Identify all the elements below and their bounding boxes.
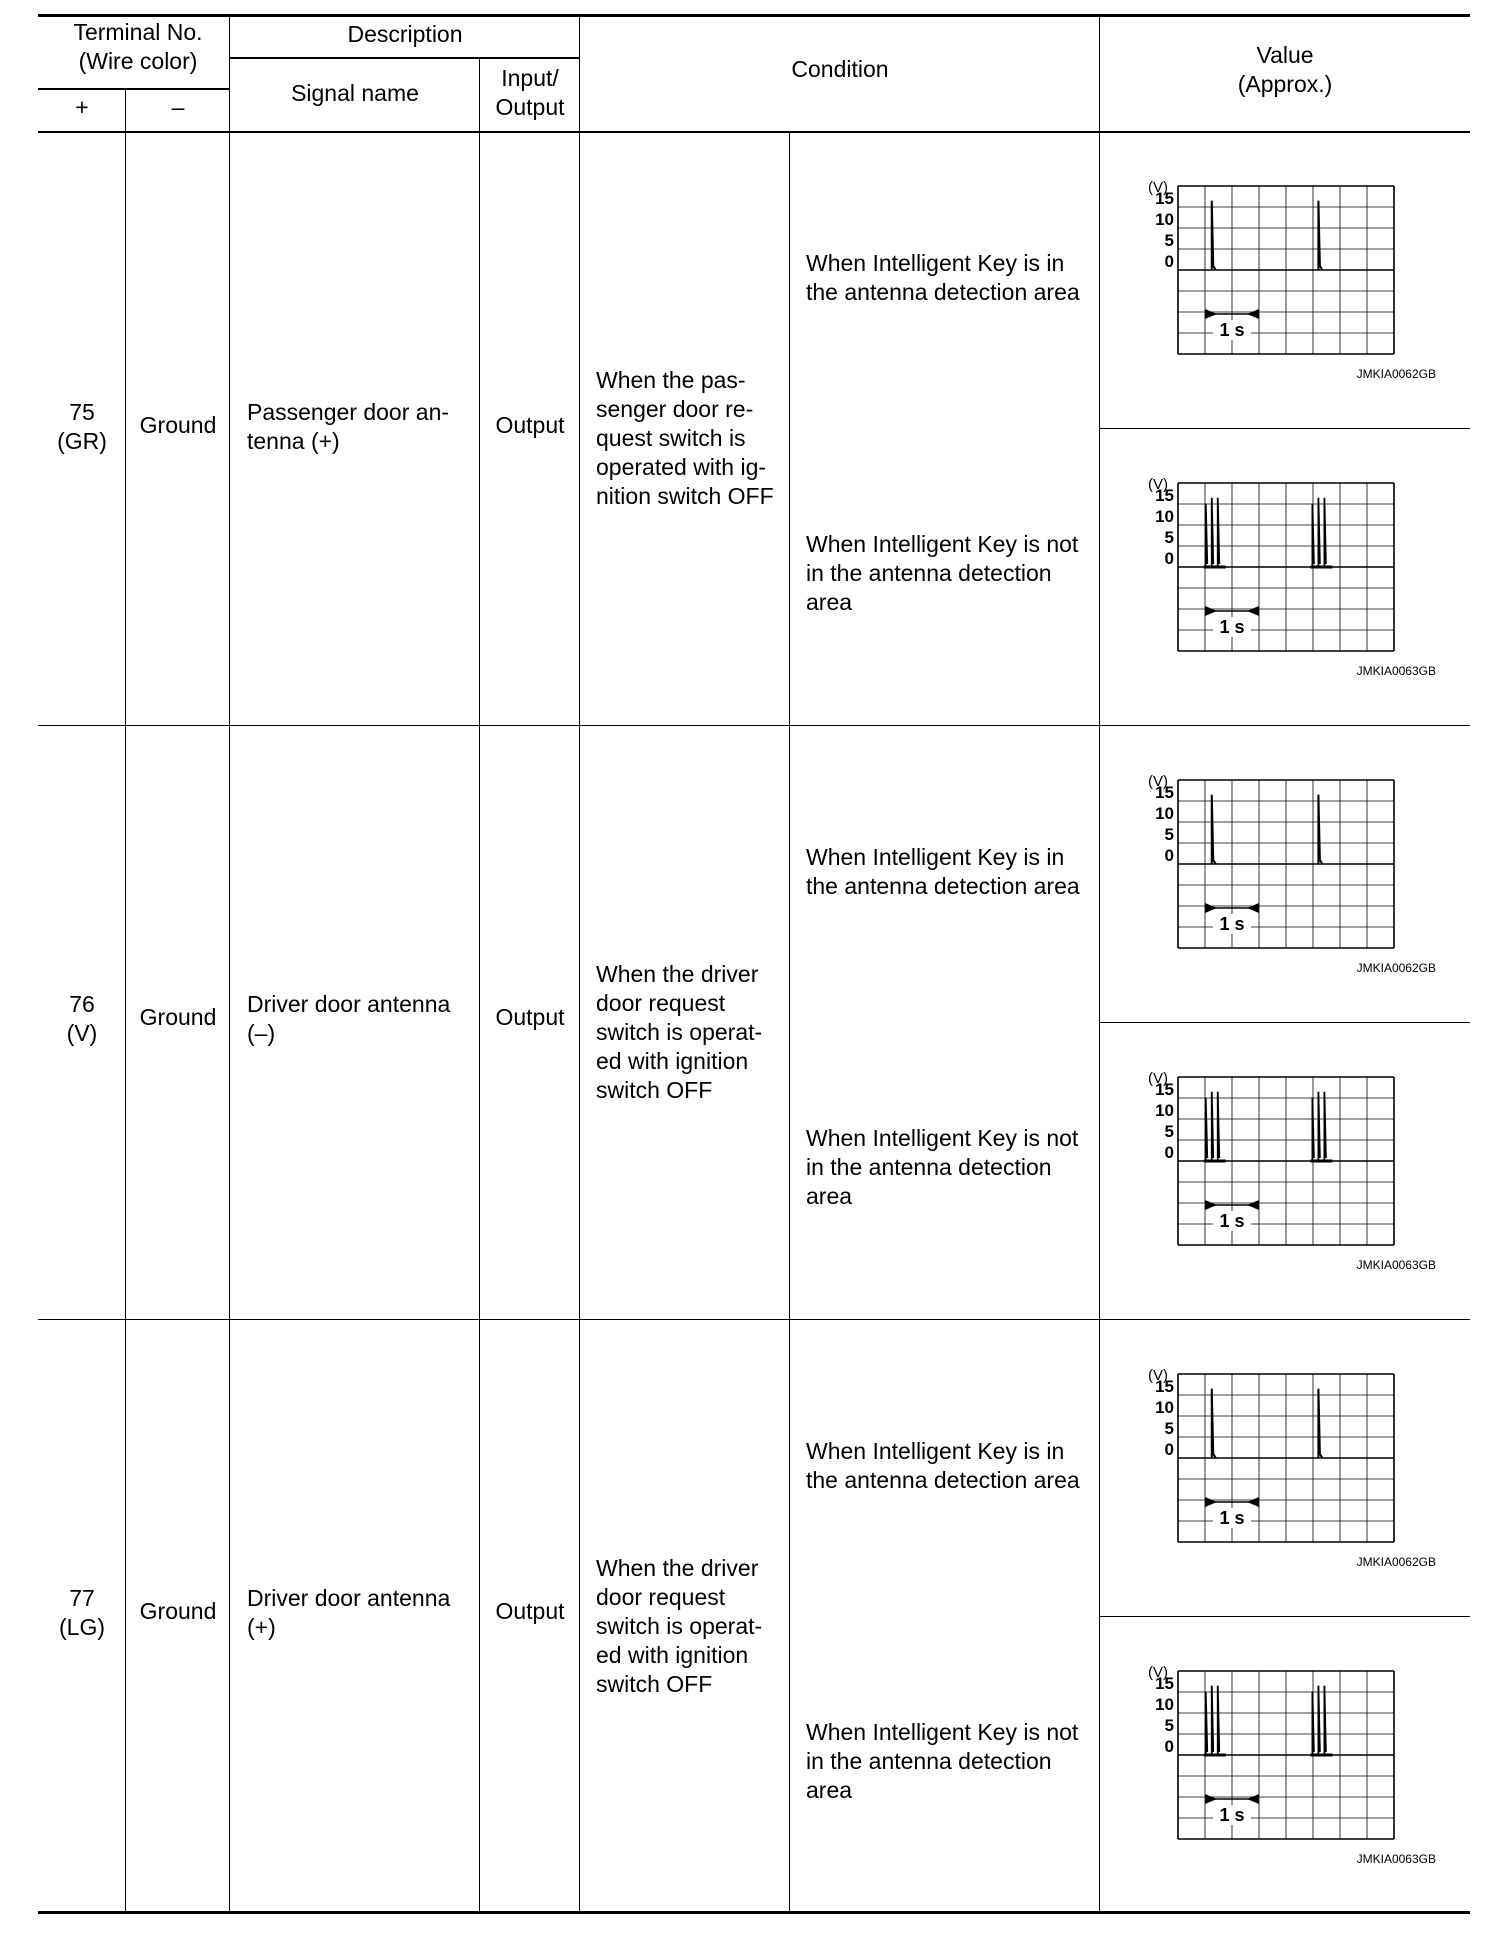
voltage-pulse	[1312, 504, 1314, 567]
time-span-arrow-right	[1247, 309, 1259, 319]
voltage-pulse	[1324, 1092, 1326, 1161]
time-span-label: 1 s	[1219, 320, 1245, 340]
unit-label: (V)	[1148, 773, 1168, 790]
waveform-plot	[1120, 1356, 1450, 1596]
time-span-arrow-left	[1205, 606, 1217, 616]
rule-col-signal	[479, 57, 480, 1913]
rule-header-bottom	[38, 131, 1470, 133]
y-tick-label: 15	[1155, 189, 1174, 208]
y-tick-label: 15	[1155, 1674, 1174, 1693]
y-tick-label: 15	[1155, 783, 1174, 802]
time-span-label: 1 s	[1219, 617, 1245, 637]
waveform-77-in	[1120, 1356, 1450, 1596]
y-tick-label: 0	[1164, 1440, 1174, 1459]
subcondition-77-out: When Intelligent Key is not in the antenna detection area	[806, 1719, 1079, 1803]
time-span-arrow-left	[1205, 1200, 1217, 1210]
condition-77: When the driver door request switch is operat- ed with ignition switch OFF	[596, 1555, 763, 1697]
waveform-77-out	[1120, 1653, 1450, 1893]
subcondition-76-in: When Intelligent Key is in the antenna detection area	[806, 844, 1080, 899]
waveform-76-out	[1120, 1059, 1450, 1299]
rule-sub-75	[1100, 428, 1470, 429]
terminal-76: 76 (V)	[66, 991, 98, 1046]
time-span-arrow-right	[1247, 1200, 1259, 1210]
time-span-label: 1 s	[1219, 1805, 1245, 1825]
y-tick-label: 15	[1155, 1080, 1174, 1099]
y-tick-label: 5	[1164, 825, 1174, 844]
unit-label: (V)	[1148, 1664, 1168, 1681]
figure-code: JMKIA0063GB	[1356, 1852, 1436, 1866]
voltage-pulse	[1206, 1098, 1208, 1161]
voltage-pulse	[1324, 1686, 1326, 1755]
y-tick-label: 5	[1164, 528, 1174, 547]
voltage-pulse	[1218, 498, 1220, 567]
waveform-plot	[1120, 762, 1450, 1002]
header-value: Value (Approx.)	[1237, 42, 1333, 97]
time-span-arrow-left	[1205, 903, 1217, 913]
y-tick-label: 10	[1155, 1398, 1174, 1417]
voltage-pulse	[1212, 1686, 1214, 1755]
rule-description	[230, 57, 580, 59]
y-tick-label: 15	[1155, 486, 1174, 505]
rule-col-minus	[229, 14, 230, 1913]
rule-bottom	[38, 1911, 1470, 1914]
voltage-pulse	[1212, 1092, 1214, 1161]
voltage-pulse	[1312, 1098, 1314, 1161]
rule-col-io	[579, 14, 580, 1913]
ground-75: Ground	[139, 412, 217, 438]
time-span-arrow-right	[1247, 903, 1259, 913]
signal-76: Driver door antenna (–)	[247, 991, 451, 1046]
time-span-arrow-left	[1205, 1794, 1217, 1804]
y-tick-label: 10	[1155, 210, 1174, 229]
header-terminal-no: Terminal No. (Wire color)	[73, 19, 203, 74]
waveform-76-in	[1120, 762, 1450, 1002]
rule-col-plus	[125, 88, 126, 1913]
y-tick-label: 10	[1155, 1695, 1174, 1714]
time-span-arrow-right	[1247, 1794, 1259, 1804]
y-tick-label: 10	[1155, 507, 1174, 526]
unit-label: (V)	[1148, 1367, 1168, 1384]
voltage-pulse	[1206, 504, 1208, 567]
y-tick-label: 0	[1164, 1143, 1174, 1162]
time-span-label: 1 s	[1219, 1508, 1245, 1528]
voltage-pulse	[1318, 498, 1320, 567]
io-75: Output	[495, 412, 565, 438]
y-tick-label: 5	[1164, 1419, 1174, 1438]
voltage-pulse	[1318, 1389, 1322, 1458]
header-description: Description	[347, 21, 463, 47]
time-span-arrow-right	[1247, 606, 1259, 616]
signal-77: Driver door antenna (+)	[247, 1585, 451, 1640]
rule-row-75	[38, 725, 1470, 726]
ground-76: Ground	[139, 1004, 217, 1030]
rule-row-76	[38, 1319, 1470, 1320]
figure-code: JMKIA0062GB	[1356, 961, 1436, 975]
rule-sub-77	[1100, 1616, 1470, 1617]
subcondition-75-out: When Intelligent Key is not in the antenna detection area	[806, 531, 1079, 615]
header-minus: –	[171, 94, 185, 120]
condition-75: When the pas- senger door re- quest switch is operated with ig- nition switch OFF	[596, 367, 774, 509]
signal-75: Passenger door an- tenna (+)	[247, 399, 450, 454]
time-span-arrow-left	[1205, 1497, 1217, 1507]
rule-terminal	[38, 88, 230, 90]
y-tick-label: 0	[1164, 846, 1174, 865]
voltage-pulse	[1318, 1092, 1320, 1161]
rule-top	[38, 14, 1470, 17]
condition-76: When the driver door request switch is operat- ed with ignition switch OFF	[596, 961, 763, 1103]
figure-code: JMKIA0063GB	[1356, 664, 1436, 678]
terminal-75: 75 (GR)	[57, 399, 107, 454]
unit-label: (V)	[1148, 476, 1168, 493]
figure-code: JMKIA0062GB	[1356, 367, 1436, 381]
y-tick-label: 10	[1155, 1101, 1174, 1120]
figure-code: JMKIA0062GB	[1356, 1555, 1436, 1569]
waveform-plot	[1120, 1059, 1450, 1299]
y-tick-label: 0	[1164, 1737, 1174, 1756]
io-77: Output	[495, 1598, 565, 1624]
unit-label: (V)	[1148, 1070, 1168, 1087]
subcondition-76-out: When Intelligent Key is not in the antenna detection area	[806, 1125, 1079, 1209]
header-signal-name: Signal name	[291, 80, 419, 106]
header-input-output: Input/ Output	[495, 65, 565, 120]
y-tick-label: 0	[1164, 549, 1174, 568]
voltage-pulse	[1318, 795, 1322, 864]
waveform-75-in	[1120, 168, 1450, 408]
time-span-arrow-right	[1247, 1497, 1259, 1507]
io-76: Output	[495, 1004, 565, 1030]
voltage-pulse	[1318, 201, 1322, 270]
waveform-plot	[1120, 168, 1450, 408]
header-condition: Condition	[791, 56, 889, 82]
time-span-label: 1 s	[1219, 1211, 1245, 1231]
y-tick-label: 15	[1155, 1377, 1174, 1396]
waveform-75-out	[1120, 465, 1450, 705]
subcondition-75-in: When Intelligent Key is in the antenna detection area	[806, 250, 1080, 305]
time-span-arrow-left	[1205, 309, 1217, 319]
waveform-plot	[1120, 1653, 1450, 1893]
ground-77: Ground	[139, 1598, 217, 1624]
waveform-plot	[1120, 465, 1450, 705]
voltage-pulse	[1206, 1692, 1208, 1755]
y-tick-label: 10	[1155, 804, 1174, 823]
unit-label: (V)	[1148, 179, 1168, 196]
rule-sub-76	[1100, 1022, 1470, 1023]
voltage-pulse	[1212, 201, 1216, 270]
voltage-pulse	[1218, 1686, 1220, 1755]
y-tick-label: 0	[1164, 252, 1174, 271]
rule-col-subcondition	[1099, 14, 1100, 1913]
figure-code: JMKIA0063GB	[1356, 1258, 1436, 1272]
terminal-77: 77 (LG)	[59, 1585, 105, 1640]
y-tick-label: 5	[1164, 231, 1174, 250]
voltage-pulse	[1318, 1686, 1320, 1755]
rule-col-condition	[789, 131, 790, 1913]
voltage-pulse	[1212, 795, 1216, 864]
time-span-label: 1 s	[1219, 914, 1245, 934]
voltage-pulse	[1218, 1092, 1220, 1161]
y-tick-label: 5	[1164, 1122, 1174, 1141]
header-plus: +	[75, 94, 89, 120]
voltage-pulse	[1324, 498, 1326, 567]
voltage-pulse	[1212, 498, 1214, 567]
voltage-pulse	[1212, 1389, 1216, 1458]
y-tick-label: 5	[1164, 1716, 1174, 1735]
voltage-pulse	[1312, 1692, 1314, 1755]
subcondition-77-in: When Intelligent Key is in the antenna detection area	[806, 1438, 1080, 1493]
